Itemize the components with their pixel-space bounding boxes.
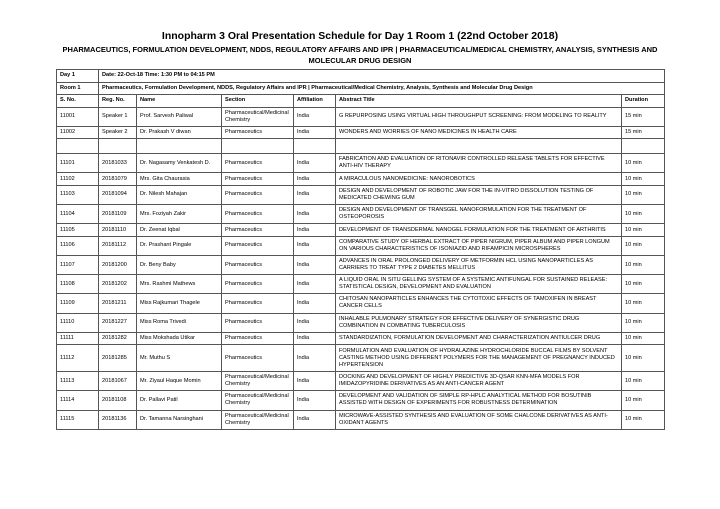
abstract-title-cell: FORMULATION AND EVALUATION OF HYDRALAZINE HYDROCHLORIDE BUCCAL FILMS BY SOLVENT CASTING METHOD USING DIFFERENT POLYMERS FOR THE MANAGEMENT OF PREGNANCY INDUCED HYPERTENSION: [336, 345, 622, 372]
name-cell: Dr. Prakash V diwan: [137, 126, 222, 139]
reg-cell: 20181285: [99, 345, 137, 372]
sno-cell: 11106: [57, 236, 99, 255]
table-row: [57, 332, 665, 345]
section-cell: Pharmaceutical/Medicinal Chemistry: [222, 391, 294, 410]
table-row: [57, 173, 665, 186]
section-cell: Pharmaceutics: [222, 275, 294, 294]
duration-cell: 10 min: [622, 294, 665, 313]
empty-cell: [294, 139, 336, 154]
empty-cell: [57, 139, 99, 154]
spacer-row: [57, 139, 665, 154]
section-cell: Pharmaceutics: [222, 332, 294, 345]
header-duration: Duration: [622, 95, 665, 108]
duration-cell: 10 min: [622, 154, 665, 173]
reg-cell: 20181200: [99, 255, 137, 274]
table-row: [57, 391, 665, 410]
sno-cell: 11115: [57, 410, 99, 429]
abstract-title-cell: MICROWAVE-ASSISTED SYNTHESIS AND EVALUATION OF SOME CHALCONE DERIVATIVES AS ANTI-OXIDANT AGENTS: [336, 410, 622, 429]
empty-cell: [336, 139, 622, 154]
section-cell: Pharmaceutical/Medicinal Chemistry: [222, 410, 294, 429]
sno-cell: 11110: [57, 313, 99, 332]
duration-cell: 10 min: [622, 224, 665, 237]
abstract-title-cell: DESIGN AND DEVELOPMENT OF TRANSGEL NANOFORMULATION FOR THE TREATMENT OF OSTEOPOROSIS: [336, 205, 622, 224]
table-row: [57, 372, 665, 391]
name-cell: Miss Mokshada Utikar: [137, 332, 222, 345]
abstract-title-cell: STANDARDIZATION, FORMULATION DEVELOPMENT AND CHARACTERIZATION ANTIULCER DRUG: [336, 332, 622, 345]
duration-cell: 15 min: [622, 107, 665, 126]
reg-cell: Speaker 1: [99, 107, 137, 126]
header-section: Section: [222, 95, 294, 108]
section-cell: Pharmaceutics: [222, 313, 294, 332]
affiliation-cell: India: [294, 224, 336, 237]
abstract-title-cell: G REPURPOSING USING VIRTUAL HIGH THROUGHPUT SCREENING: FROM MODELING TO REALITY: [336, 107, 622, 126]
reg-cell: 20181033: [99, 154, 137, 173]
name-cell: Dr. Nilesh Mahajan: [137, 185, 222, 204]
affiliation-cell: India: [294, 154, 336, 173]
table-row: [57, 275, 665, 294]
header-reg: Reg. No.: [99, 95, 137, 108]
abstract-title-cell: A MIRACULOUS NANOMEDICINE: NANOROBOTICS: [336, 173, 622, 186]
duration-cell: 10 min: [622, 345, 665, 372]
duration-cell: 10 min: [622, 391, 665, 410]
reg-cell: 20181202: [99, 275, 137, 294]
name-cell: Miss Roma Trivedi: [137, 313, 222, 332]
table-row: [57, 205, 665, 224]
section-cell: Pharmaceutics: [222, 224, 294, 237]
sno-cell: 11104: [57, 205, 99, 224]
affiliation-cell: India: [294, 126, 336, 139]
sno-cell: 11113: [57, 372, 99, 391]
abstract-title-cell: A LIQUID ORAL IN SITU GELLING SYSTEM OF A SYSTEMIC ANTIFUNGAL FOR SUSTAINED RELEASE: STATISTICAL DESIGN, DEVELOPMENT AND EVALUATION: [336, 275, 622, 294]
header-affiliation: Affiliation: [294, 95, 336, 108]
table-row: [57, 107, 665, 126]
affiliation-cell: India: [294, 275, 336, 294]
affiliation-cell: India: [294, 313, 336, 332]
name-cell: Dr. Zeenat Iqbal: [137, 224, 222, 237]
sno-cell: 11101: [57, 154, 99, 173]
section-cell: Pharmaceutics: [222, 345, 294, 372]
section-cell: Pharmaceutics: [222, 236, 294, 255]
table-row: [57, 224, 665, 237]
table-row: [57, 313, 665, 332]
name-cell: Dr. Nagasamy Venkatesh D.: [137, 154, 222, 173]
affiliation-cell: India: [294, 294, 336, 313]
section-cell: Pharmaceutics: [222, 255, 294, 274]
table-row: [57, 154, 665, 173]
abstract-title-cell: DOCKING AND DEVELOPMENT OF HIGHLY PREDICTIVE 3D-QSAR KNN-MFA MODELS FOR IMIDAZOPYRIDINE DERIVATIVES AS AN ANTI-CANCER AGENT: [336, 372, 622, 391]
reg-cell: 20181109: [99, 205, 137, 224]
section-cell: Pharmaceutics: [222, 294, 294, 313]
page-subtitle: PHARMACEUTICS, FORMULATION DEVELOPMENT, NDDS, REGULATORY AFFAIRS AND IPR | PHARMACEUTICAL/MEDICAL CHEMISTRY, ANALYSIS, SYNTHESIS AND MOLECULAR DRUG DESIGN: [62, 45, 658, 65]
sno-cell: 11107: [57, 255, 99, 274]
sno-cell: 11112: [57, 345, 99, 372]
name-cell: Dr. Tamanna Narsinghani: [137, 410, 222, 429]
sno-cell: 11109: [57, 294, 99, 313]
sno-cell: 11111: [57, 332, 99, 345]
name-cell: Miss Rajkumari Thagele: [137, 294, 222, 313]
section-cell: Pharmaceutics: [222, 126, 294, 139]
affiliation-cell: India: [294, 236, 336, 255]
room-row: [57, 82, 665, 95]
reg-cell: 20181094: [99, 185, 137, 204]
duration-cell: 10 min: [622, 332, 665, 345]
table-row: [57, 126, 665, 139]
reg-cell: 20181110: [99, 224, 137, 237]
section-cell: Pharmaceutics: [222, 205, 294, 224]
duration-cell: 10 min: [622, 313, 665, 332]
reg-cell: 20181079: [99, 173, 137, 186]
reg-cell: 20181067: [99, 372, 137, 391]
empty-cell: [137, 139, 222, 154]
table-row: [57, 185, 665, 204]
sno-cell: 11001: [57, 107, 99, 126]
section-cell: Pharmaceutics: [222, 173, 294, 186]
affiliation-cell: India: [294, 410, 336, 429]
affiliation-cell: India: [294, 107, 336, 126]
abstract-title-cell: ADVANCES IN ORAL PROLONGED DELIVERY OF METFORMIN HCL USING NANOPARTICLES AS CARRIERS TO TREAT TYPE 2 DIABETES MELLITUS: [336, 255, 622, 274]
duration-cell: 10 min: [622, 275, 665, 294]
header-name: Name: [137, 95, 222, 108]
reg-cell: 20181211: [99, 294, 137, 313]
sno-cell: 11002: [57, 126, 99, 139]
sno-cell: 11108: [57, 275, 99, 294]
sno-cell: 11102: [57, 173, 99, 186]
reg-cell: Speaker 2: [99, 126, 137, 139]
table-row: [57, 294, 665, 313]
affiliation-cell: India: [294, 345, 336, 372]
affiliation-cell: India: [294, 205, 336, 224]
section-cell: Pharmaceutical/Medicinal Chemistry: [222, 372, 294, 391]
sno-cell: 11114: [57, 391, 99, 410]
affiliation-cell: India: [294, 332, 336, 345]
section-cell: Pharmaceutical/Medicinal Chemistry: [222, 107, 294, 126]
name-cell: Mrs. Rashmi Mathews: [137, 275, 222, 294]
table-row: [57, 255, 665, 274]
header-abstract-title: Abstract Title: [336, 95, 622, 108]
reg-cell: 20181227: [99, 313, 137, 332]
name-cell: Mrs. Gita Chaurasia: [137, 173, 222, 186]
sno-cell: 11103: [57, 185, 99, 204]
section-cell: Pharmaceutics: [222, 154, 294, 173]
duration-cell: 10 min: [622, 410, 665, 429]
affiliation-cell: India: [294, 391, 336, 410]
day-label: Day 1: [57, 70, 99, 83]
name-cell: Mrs. Foziyah Zakir: [137, 205, 222, 224]
name-cell: Dr. Beny Baby: [137, 255, 222, 274]
room-label: Room 1: [57, 82, 99, 95]
empty-cell: [622, 139, 665, 154]
abstract-title-cell: DESIGN AND DEVELOPMENT OF ROBOTIC JAW FOR THE IN-VITRO DISSOLUTION TESTING OF MEDICATED CHEWING GUM: [336, 185, 622, 204]
abstract-title-cell: DEVELOPMENT OF TRANSDERMAL NANOGEL FORMULATION FOR THE TREATMENT OF ARTHRITIS: [336, 224, 622, 237]
reg-cell: 20181136: [99, 410, 137, 429]
table-row: [57, 410, 665, 429]
affiliation-cell: India: [294, 372, 336, 391]
abstract-title-cell: COMPARATIVE STUDY OF HERBAL EXTRACT OF PIPER NIGRUM, PIPER ALBUM AND PIPER LONGUM ON VARIOUS CHARACTERISTICS OF ISONIAZID AND RIFAMPICIN MICROSPHERES: [336, 236, 622, 255]
name-cell: Dr. Prashant Pingale: [137, 236, 222, 255]
abstract-title-cell: INHALABLE PULMONARY STRATEGY FOR EFFECTIVE DELIVERY OF SYNERGISTIC DRUG COMBINATION IN COMBATING TUBERCULOSIS: [336, 313, 622, 332]
name-cell: Mr. Muthu S: [137, 345, 222, 372]
day-value: Date: 22-Oct-18 Time: 1:30 PM to 04:15 PM: [99, 70, 665, 83]
page-title: Innopharm 3 Oral Presentation Schedule for Day 1 Room 1 (22nd October 2018): [161, 30, 559, 42]
abstract-title-cell: WONDERS AND WORRIES OF NANO MEDICINES IN HEALTH CARE: [336, 126, 622, 139]
name-cell: Mr. Ziyaul Haque Momin: [137, 372, 222, 391]
table-row: [57, 345, 665, 372]
duration-cell: 15 min: [622, 126, 665, 139]
affiliation-cell: India: [294, 185, 336, 204]
empty-cell: [99, 139, 137, 154]
reg-cell: 20181112: [99, 236, 137, 255]
affiliation-cell: India: [294, 255, 336, 274]
duration-cell: 10 min: [622, 372, 665, 391]
name-cell: Dr. Pallavi Patil: [137, 391, 222, 410]
affiliation-cell: India: [294, 173, 336, 186]
abstract-title-cell: DEVELOPMENT AND VALIDATION OF SIMPLE RP-HPLC ANALYTICAL METHOD FOR BOSUTINIB ASSISTED WITH DESIGN OF EXPERIMENTS FOR ROBUSTNESS DETERMINATION: [336, 391, 622, 410]
sno-cell: 11105: [57, 224, 99, 237]
section-cell: Pharmaceutics: [222, 185, 294, 204]
abstract-title-cell: FABRICATION AND EVALUATION OF RITONAVIR CONTROLLED RELEASE TABLETS FOR EFFECTIVE ANTI-HIV THERAPY: [336, 154, 622, 173]
reg-cell: 20181108: [99, 391, 137, 410]
duration-cell: 10 min: [622, 205, 665, 224]
duration-cell: 10 min: [622, 173, 665, 186]
reg-cell: 20181282: [99, 332, 137, 345]
empty-cell: [222, 139, 294, 154]
duration-cell: 10 min: [622, 236, 665, 255]
header-row: [57, 95, 665, 108]
day-row: [57, 70, 665, 83]
duration-cell: 10 min: [622, 255, 665, 274]
header-sno: S. No.: [57, 95, 99, 108]
name-cell: Prof. Sarvesh Paliwal: [137, 107, 222, 126]
duration-cell: 10 min: [622, 185, 665, 204]
room-value: Pharmaceutics, Formulation Development, NDDS, Regulatory Affairs and IPR | Pharmaceutical/Medical Chemistry, Analysis, Synthesis and Molecular Drug Design: [99, 82, 665, 95]
schedule-table: [56, 69, 665, 430]
abstract-title-cell: CHITOSAN NANOPARTICLES ENHANCES THE CYTOTOXIC EFFECTS OF TAMOXIFEN IN BREAST CANCER CELLS: [336, 294, 622, 313]
table-row: [57, 236, 665, 255]
